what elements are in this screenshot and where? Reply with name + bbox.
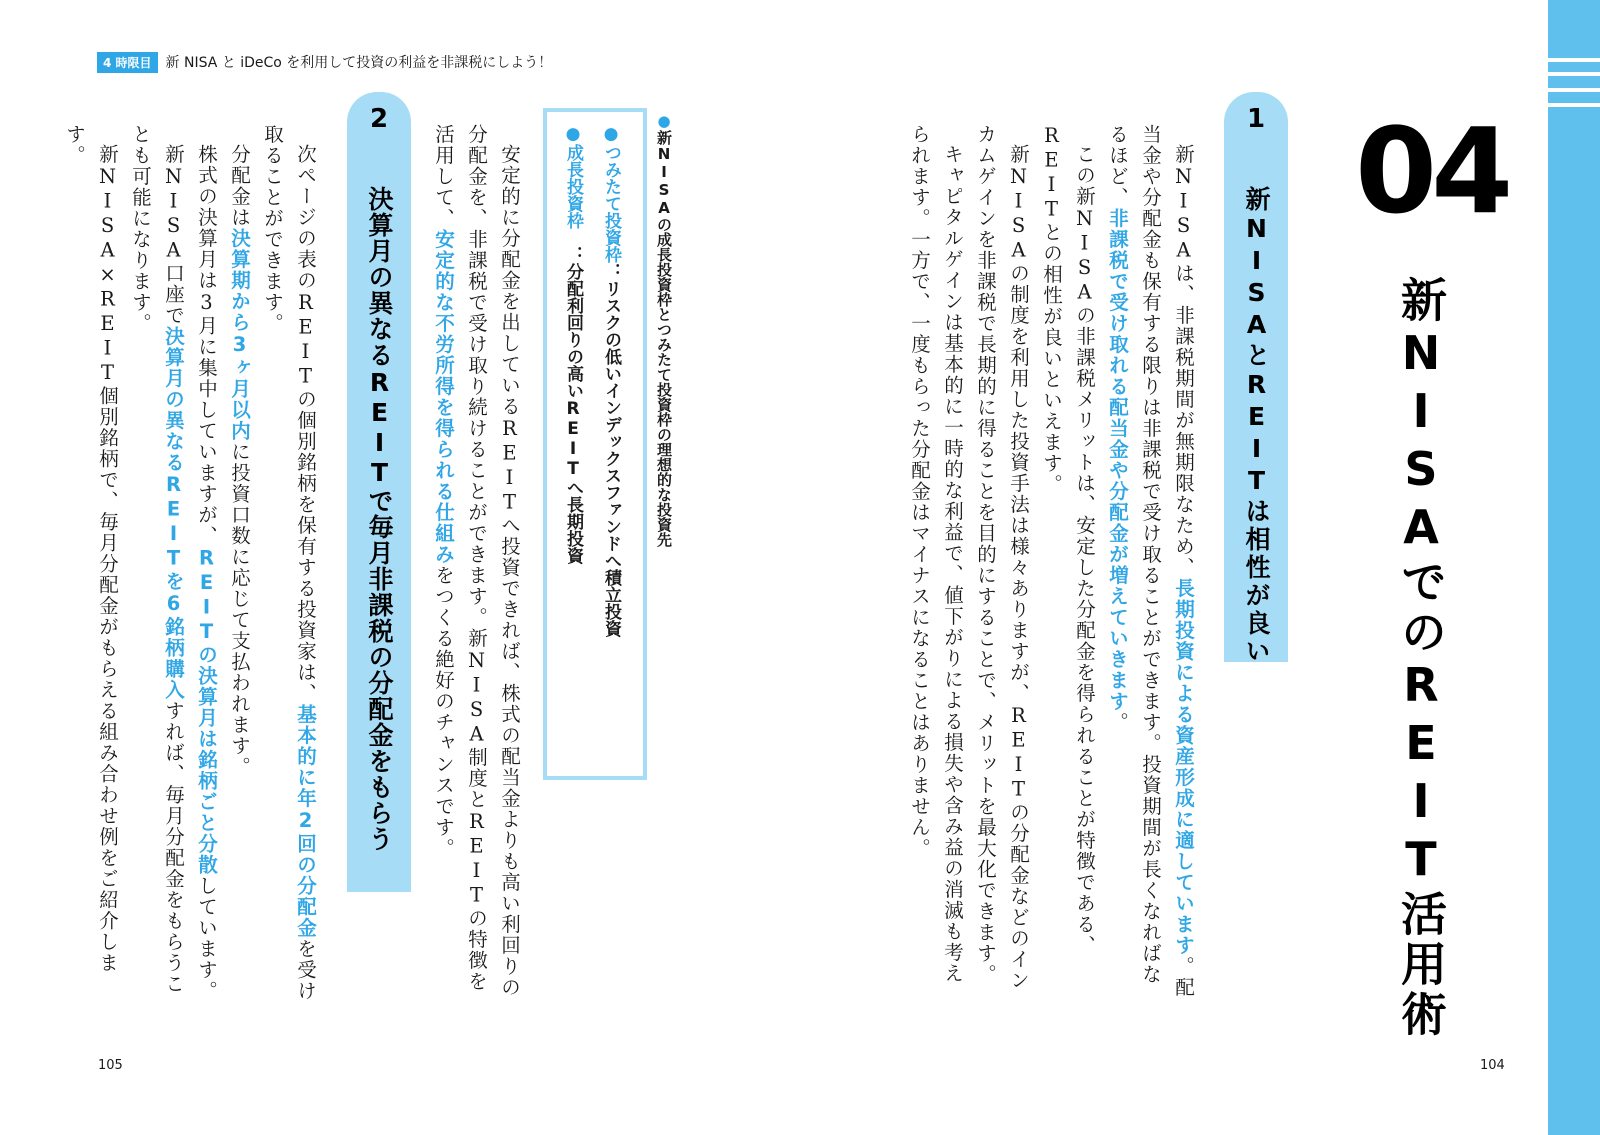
highlighted-text: 基本的に年2回の分配金	[294, 703, 317, 938]
chapter-title: 新NISAでのREIT活用術	[1394, 276, 1448, 1040]
paragraph	[427, 124, 526, 1004]
edge-stripe	[1548, 58, 1600, 62]
body-text: すれば、毎月分配金をもらうことも可能になります。	[129, 124, 185, 994]
paragraph	[1101, 124, 1200, 1004]
highlighted-text: 決算期から3ヶ月以内	[228, 227, 251, 441]
paragraph	[256, 124, 322, 1004]
body-text: 新NISA×REIT個別銘柄で、毎月分配金がもらえる組み合わせ例をご紹介します。	[63, 124, 119, 973]
bullet-icon: ●	[601, 124, 621, 144]
paragraph	[124, 124, 190, 1004]
section-2-number: 2	[369, 104, 389, 134]
chapter-edge-tab	[1548, 0, 1600, 1135]
continuation-body	[427, 124, 526, 1004]
body-text: 新NISAは、非課税期間が無期限なため、	[1172, 143, 1195, 578]
chapter-number: 04	[1355, 102, 1508, 240]
body-text: に投資口数に応じて支払われます。	[228, 441, 251, 777]
section-2-title: 決算月の異なるREITで毎月非課税の分配金をもらう	[365, 186, 394, 852]
edge-stripe	[1548, 72, 1600, 76]
body-text: しています。	[195, 875, 218, 1001]
highlighted-text: 非課税で受け取れる配当金や分配金が増えていきます	[1106, 208, 1129, 712]
body-text: キャピタルゲインは基本的に一時的な利益で、値下がりによる損失や含み益の消滅も考えられます。一方で、一度もらった分配金はマイナスになることはありません。	[908, 124, 964, 984]
paragraph	[969, 124, 1035, 1004]
paragraph	[58, 124, 124, 1004]
box-item-1-text: ：リスクの低いインデックスファンドへ積立投資	[601, 263, 621, 637]
section-2-body	[58, 124, 322, 1004]
ideal-investment-box	[543, 108, 647, 780]
body-text: をつくる絶好のチャンスです。	[432, 565, 455, 859]
highlighted-text: 長期投資による資産形成に適しています	[1172, 577, 1195, 956]
highlighted-text: 決算月の異なるREITを6銘柄購入	[162, 325, 185, 700]
page-number-left: 105	[98, 1058, 123, 1073]
section-1-title: 新NISAとREITは相性が良い	[1242, 186, 1271, 666]
body-text: 。	[1106, 712, 1129, 733]
box-item-2	[560, 124, 586, 564]
body-text: 安定的に分配金を出しているREITへ投資できれば、株式の配当金よりも高い利回りの分配金を、非課税で受け取り続けることができます。新NISA制度とREITの特徴を活用して、	[432, 124, 521, 998]
body-text: 。配当金や分配金も保有する限りは非課税で受け取ることができます。投資期間が長くなればなるほど、	[1106, 124, 1195, 998]
highlighted-text: REITの決算月は銘柄ごと分散	[195, 546, 218, 875]
body-text: 株式の決算月は3月に集中していますが、	[195, 143, 218, 546]
bullet-icon: ●	[655, 112, 673, 130]
body-text: を受け取ることができます。	[261, 124, 317, 1001]
box-item-2-text: ：分配利回りの高いREITへ長期投資	[563, 229, 583, 564]
body-text: 新NISA口座で	[162, 143, 185, 326]
paragraph	[903, 124, 969, 1004]
highlighted-text: 安定的な不労所得を得られる仕組み	[432, 229, 455, 565]
body-text: 分配金は	[228, 143, 251, 228]
edge-stripe	[1548, 88, 1600, 92]
body-text: 次ページの表のREITの個別銘柄を保有する投資家は、	[294, 143, 317, 704]
box-item-2-label: 成長投資枠	[563, 144, 583, 229]
bullet-icon: ●	[563, 124, 583, 144]
body-text: 新NISAの制度を利用した投資手法は様々ありますが、REITの分配金などのインカムゲインを非課税で長期的に得ることを目的にすることで、メリットを最大化できます。	[974, 124, 1030, 991]
running-header	[97, 52, 552, 72]
lesson-tag: 4 時限目	[97, 52, 158, 73]
box-title	[652, 112, 676, 547]
box-item-1-label: つみたて投資枠	[601, 144, 621, 263]
edge-stripe	[1548, 103, 1600, 107]
box-title-text: 新NISAの成長投資枠とつみたて投資枠の理想的な投資先	[655, 130, 673, 547]
paragraph	[1035, 124, 1101, 1004]
paragraph	[190, 124, 223, 1004]
page-number-right: 104	[1480, 1058, 1505, 1073]
paragraph	[223, 124, 256, 1004]
section-1-body	[903, 124, 1200, 1004]
running-header-title: 新 NISA と iDeCo を利用して投資の利益を非課税にしよう！	[165, 55, 553, 71]
box-item-1	[598, 124, 624, 637]
section-1-number: 1	[1246, 104, 1266, 134]
body-text: この新NISAの非課税メリットは、安定した分配金を得られることが特徴である、REITとの相性が良いといえます。	[1040, 124, 1096, 956]
